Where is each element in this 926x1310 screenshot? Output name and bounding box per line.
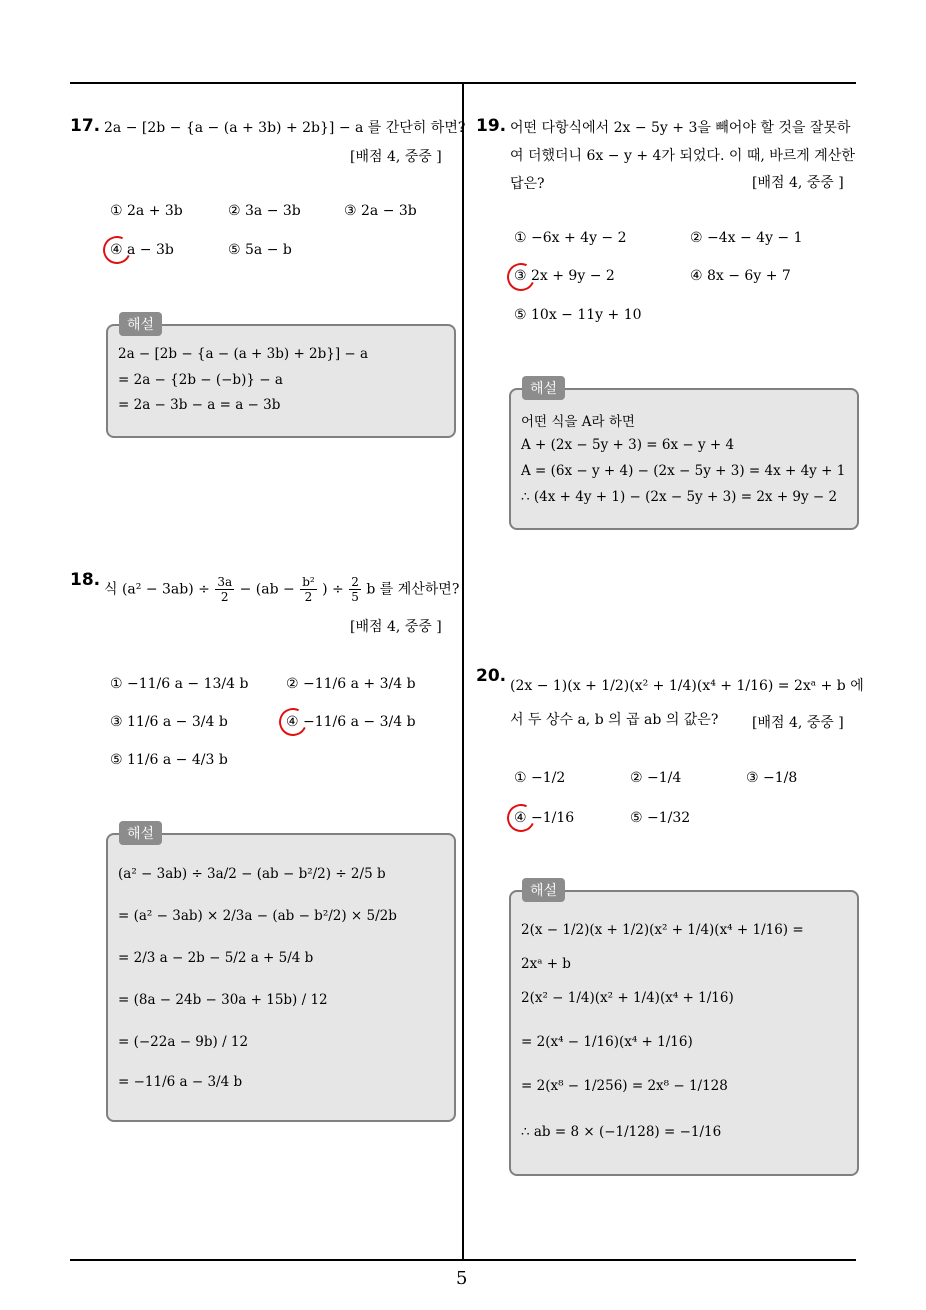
solution-line: = (8a − 24b − 30a + 15b) / 12 <box>118 992 328 1008</box>
question-number: 20. <box>476 666 507 686</box>
solution-line: 2(x² − 1/4)(x² + 1/4)(x⁴ + 1/16) <box>521 990 734 1006</box>
choice-3[interactable]: ③ 11/6 a − 3/4 b <box>110 714 228 730</box>
solution-line: = −11/6 a − 3/4 b <box>118 1074 243 1090</box>
choice-4[interactable]: ④ −1/16 <box>514 810 575 826</box>
solution-line: ∴ (4x + 4y + 1) − (2x − 5y + 3) = 2x + 9y − 2 <box>521 489 838 505</box>
solution-line: = (a² − 3ab) × 2/3a − (ab − b²/2) × 5/2b <box>118 908 397 924</box>
choice-3[interactable]: ③ 2x + 9y − 2 <box>514 268 615 284</box>
question-text: (2x − 1)(x + 1/2)(x² + 1/4)(x⁴ + 1/16) = 2xᵃ + b 에 <box>510 678 864 694</box>
fraction: $\frac{\text{b²}}{2}$ <box>302 575 315 604</box>
question-text: 답은? <box>510 176 545 192</box>
bottom-rule <box>70 1259 856 1261</box>
question-meta: [배점 4, 중중 ] <box>752 715 844 731</box>
choice-1[interactable]: ① −11/6 a − 13/4 b <box>110 676 249 692</box>
column-divider <box>462 83 464 1260</box>
solution-line: 2a − [2b − {a − (a + 3b) + 2b}] − a <box>118 346 369 362</box>
fraction: $\frac{2}{5}$ <box>351 575 359 604</box>
choice-2[interactable]: ② 3a − 3b <box>228 203 301 219</box>
solution-line: 어떤 식을 A라 하면 <box>521 414 635 430</box>
answer-circle-mark <box>503 800 539 836</box>
answer-circle-mark <box>503 259 539 295</box>
question-text: 서 두 상수 a, b 의 곱 ab 의 값은? <box>510 712 719 728</box>
solution-line: = 2a − {2b − (−b)} − a <box>118 372 283 388</box>
choice-3[interactable]: ③ −1/8 <box>746 770 798 786</box>
solution-line: 2xᵃ + b <box>521 956 571 972</box>
choice-4[interactable]: ④ 8x − 6y + 7 <box>690 268 791 284</box>
question-text-part: − (ab − <box>239 581 295 598</box>
question-meta: [배점 4, 중중 ] <box>350 619 442 635</box>
solution-line: = 2/3 a − 2b − 5/2 a + 5/4 b <box>118 950 314 966</box>
question-text: 어떤 다항식에서 2x − 5y + 3을 빼어야 할 것을 잘못하 <box>510 120 851 136</box>
choice-1[interactable]: ① −1/2 <box>514 770 566 786</box>
choice-5[interactable]: ⑤ 10x − 11y + 10 <box>514 307 642 323</box>
answer-circle-mark <box>275 704 311 740</box>
solution-line: = 2(x⁴ − 1/16)(x⁴ + 1/16) <box>521 1034 693 1050</box>
choice-4[interactable]: ④ −11/6 a − 3/4 b <box>286 714 416 730</box>
solution-tab: 해설 <box>119 312 162 336</box>
question-text: 여 더했더니 6x − y + 4가 되었다. 이 때, 바르게 계산한 <box>510 148 855 164</box>
question-text-part: ) ÷ <box>322 581 344 598</box>
choice-2[interactable]: ② −11/6 a + 3/4 b <box>286 676 416 692</box>
solution-line: 2(x − 1/2)(x + 1/2)(x² + 1/4)(x⁴ + 1/16) = <box>521 922 804 938</box>
page-number: 5 <box>456 1268 468 1289</box>
solution-tab: 해설 <box>522 376 565 400</box>
question-text-part: b 를 계산하면? <box>366 581 460 598</box>
solution-line: (a² − 3ab) ÷ 3a/2 − (ab − b²/2) ÷ 2/5 b <box>118 866 386 882</box>
choice-1[interactable]: ① 2a + 3b <box>110 203 183 219</box>
question-number: 19. <box>476 116 507 136</box>
solution-line: = (−22a − 9b) / 12 <box>118 1034 249 1050</box>
choice-2[interactable]: ② −4x − 4y − 1 <box>690 230 803 246</box>
question-meta: [배점 4, 중중 ] <box>350 149 442 165</box>
question-meta: [배점 4, 중중 ] <box>752 175 844 191</box>
question-text: 2a − [2b − {a − (a + 3b) + 2b}] − a 를 간단히 하면? <box>104 120 466 136</box>
choice-4[interactable]: ④ a − 3b <box>110 242 174 258</box>
choice-5[interactable]: ⑤ −1/32 <box>630 810 691 826</box>
solution-tab: 해설 <box>119 821 162 845</box>
solution-line: = 2a − 3b − a = a − 3b <box>118 397 281 413</box>
solution-tab: 해설 <box>522 878 565 902</box>
question-number: 18. <box>70 570 101 590</box>
question-text <box>104 575 459 604</box>
fraction: $\frac{3a}{2}$ <box>217 575 233 604</box>
solution-line: ∴ ab = 8 × (−1/128) = −1/16 <box>521 1124 722 1140</box>
solution-line: A = (6x − y + 4) − (2x − 5y + 3) = 4x + 4y + 1 <box>521 463 846 479</box>
question-text-part: 식 (a² − 3ab) ÷ <box>104 581 210 598</box>
solution-line: = 2(x⁸ − 1/256) = 2x⁸ − 1/128 <box>521 1078 728 1094</box>
choice-5[interactable]: ⑤ 5a − b <box>228 242 292 258</box>
question-number: 17. <box>70 116 101 136</box>
choice-3[interactable]: ③ 2a − 3b <box>344 203 417 219</box>
answer-circle-mark <box>99 232 135 268</box>
choice-1[interactable]: ① −6x + 4y − 2 <box>514 230 627 246</box>
choice-2[interactable]: ② −1/4 <box>630 770 682 786</box>
solution-line: A + (2x − 5y + 3) = 6x − y + 4 <box>521 437 735 453</box>
choice-5[interactable]: ⑤ 11/6 a − 4/3 b <box>110 752 228 768</box>
